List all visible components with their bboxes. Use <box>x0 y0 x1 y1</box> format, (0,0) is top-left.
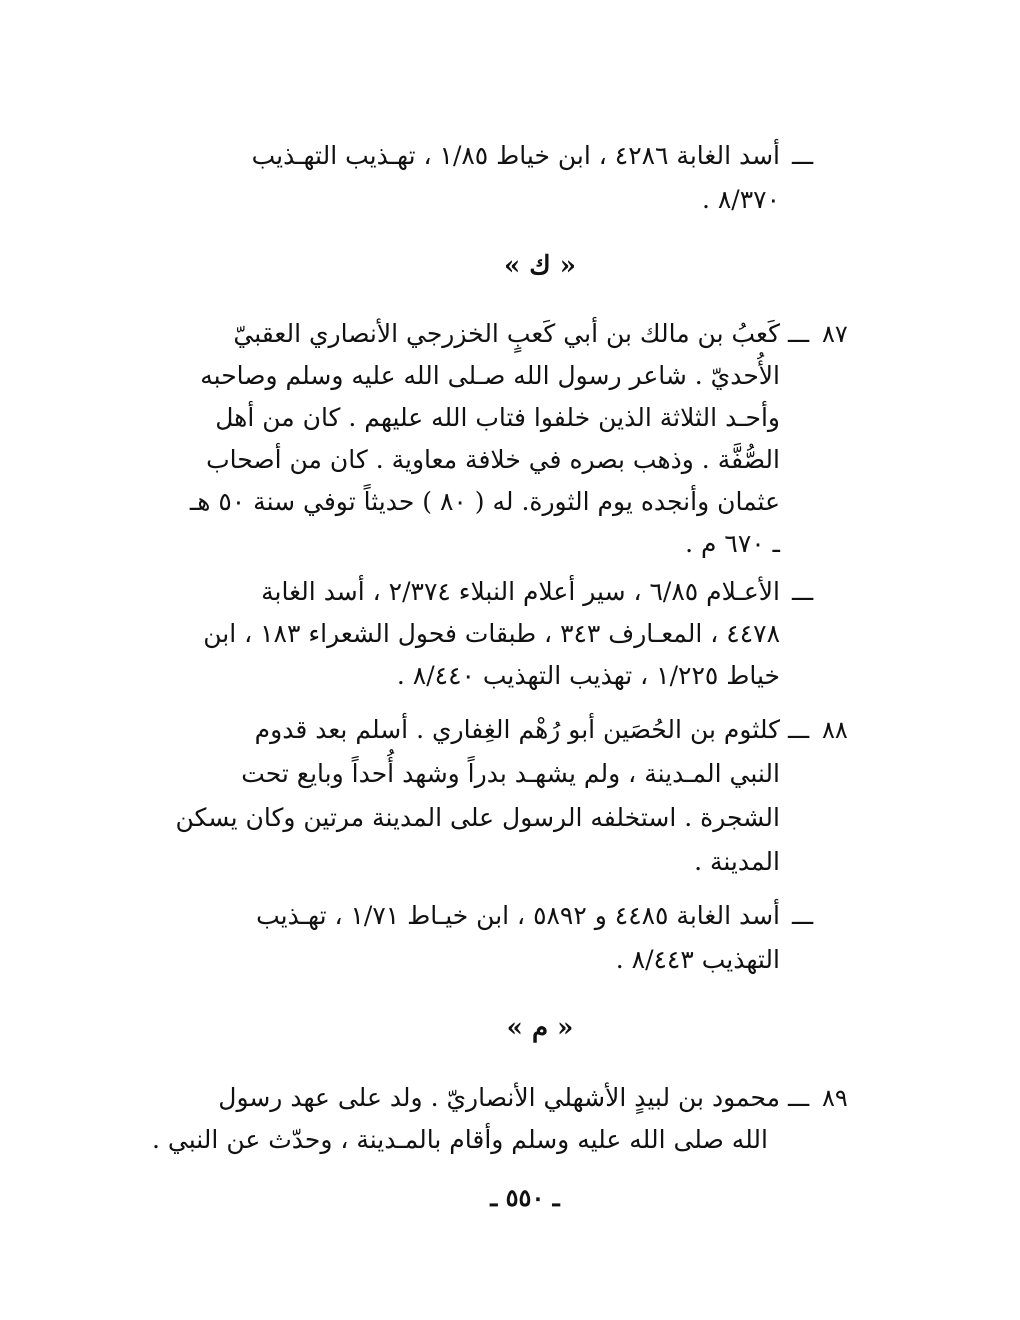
entry-dash: ـــ <box>788 320 810 348</box>
reference-dash: ـــ <box>792 902 814 930</box>
entry-text-line: محمود بن لبيدٍ الأشهلي الأنصاريّ . ولد على عهد رسول <box>218 1083 780 1112</box>
entry-text-line: كلثوم بن الحُصَين أبو رُهْم الغِفاري . أسلم بعد قدوم <box>254 715 780 744</box>
entry-dash: ـــ <box>788 1084 810 1112</box>
reference-dash: ـــ <box>792 142 814 170</box>
section-heading-kaf: « ك » <box>503 251 577 281</box>
entry-number: ٨٨ <box>822 716 848 744</box>
entry-text-line: الأُحديّ . شاعر رسول الله صـلى الله عليه وسلم وصاحبه <box>200 361 780 390</box>
entry-text-line: الشجرة . استخلفه الرسول على المدينة مرتين وكان يسكن <box>175 803 780 832</box>
reference-line: ٨/٣٧٠ . <box>701 185 780 214</box>
section-heading-mim: « م » <box>506 1013 574 1043</box>
entry-number: ٨٧ <box>822 320 848 348</box>
reference-line: التهذيب ٨/٤٤٣ . <box>615 945 780 974</box>
reference-line: الأعـلام ٦/٨٥ ، سير أعلام النبلاء ٢/٣٧٤ ، أسد الغابة <box>261 577 780 606</box>
entry-text-line: الصُّفَّة . وذهب بصره في خلافة معاوية . كان من أصحاب <box>206 445 780 474</box>
entry-text-line: الله صلى الله عليه وسلم وأقام بالمـدينة ، وحدّث عن النبي . <box>151 1125 768 1154</box>
entry-text-line: وأحـد الثلاثة الذين خلفوا فتاب الله عليهم . كان من أهل <box>215 403 780 432</box>
reference-line: أسد الغابة ٤٤٨٥ و ٥٨٩٢ ، ابن خيـاط ١/٧١ ، تهـذيب <box>256 901 780 930</box>
reference-dash: ـــ <box>792 578 814 606</box>
page-number: ـ ٥٥٠ ـ <box>490 1183 560 1212</box>
entry-text-line: كَعبُ بن مالك بن أبي كَعبٍ الخزرجي الأنصاري العقبيّ <box>233 319 780 348</box>
entry-text-line: ـ ٦٧٠ م . <box>685 529 780 558</box>
entry-dash: ـــ <box>788 716 810 744</box>
entry-number: ٨٩ <box>822 1084 848 1112</box>
reference-line: أسد الغابة ٤٢٨٦ ، ابن خياط ١/٨٥ ، تهـذيب التهـذيب <box>251 141 780 170</box>
reference-line: خياط ١/٢٢٥ ، تهذيب التهذيب ٨/٤٤٠ . <box>396 661 780 690</box>
reference-line: ٤٤٧٨ ، المعـارف ٣٤٣ ، طبقات فحول الشعراء ١٨٣ ، ابن <box>203 619 780 648</box>
entry-text-line: النبي المـدينة ، ولم يشهـد بدراً وشهد أُحداً وبايع تحت <box>241 759 780 788</box>
entry-text-line: عثمان وأنجده يوم الثورة. له ( ٨٠ ) حديثاً توفي سنة ٥٠ هـ <box>189 487 780 516</box>
entry-text-line: المدينة . <box>694 847 780 876</box>
